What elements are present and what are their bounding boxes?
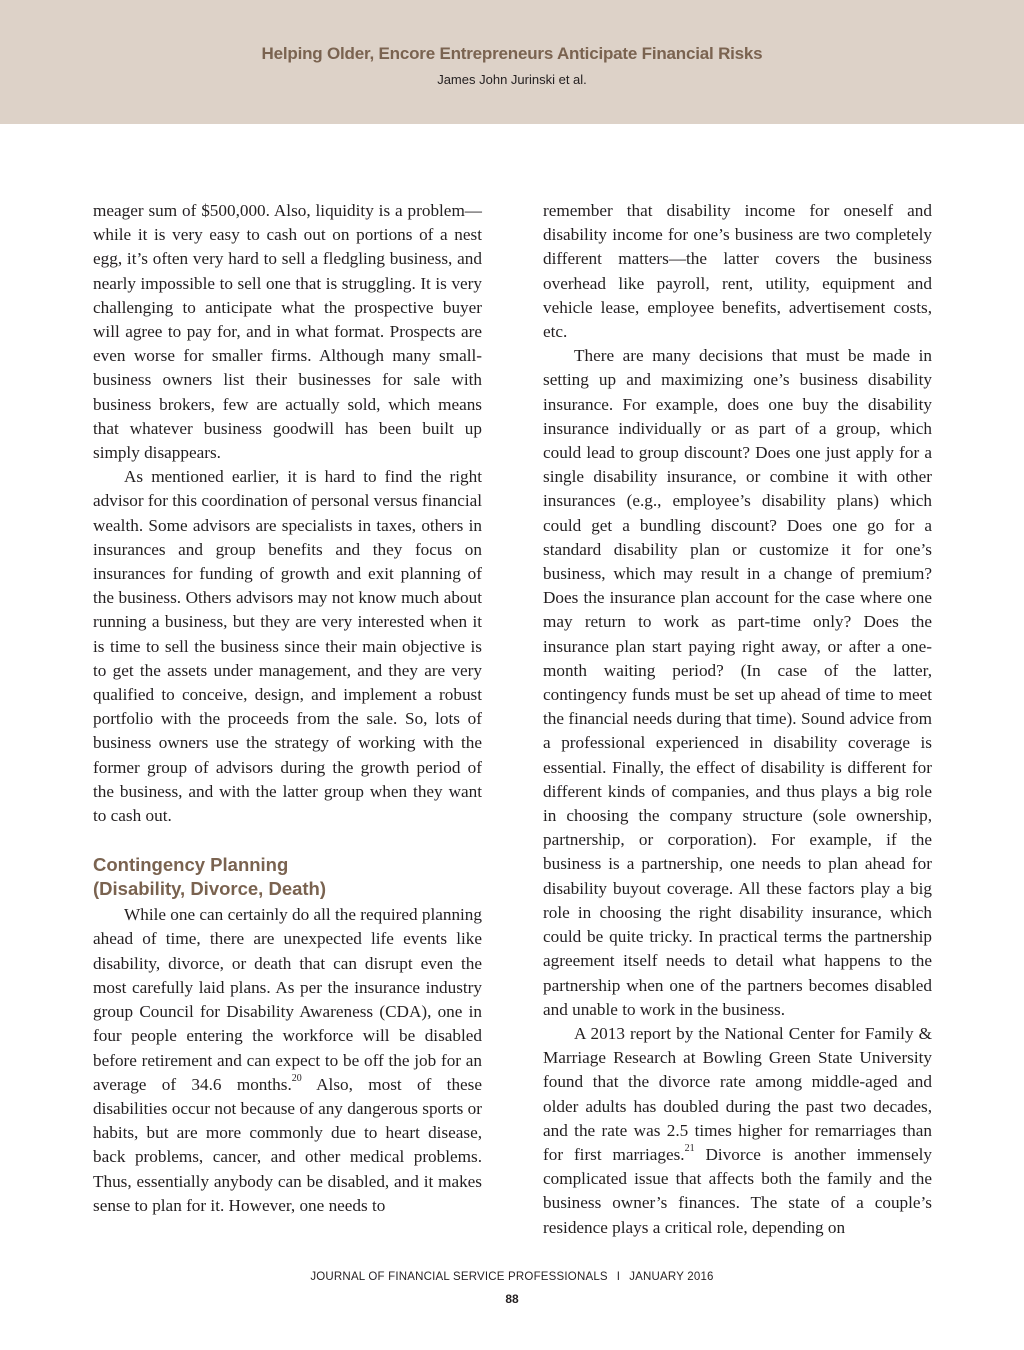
footer-journal-line [0, 1271, 1024, 1283]
running-header [0, 0, 1024, 124]
running-header-author: James John Jurinski et al. [437, 72, 587, 87]
text-run: A 2013 report by the National Center for Family & Marriage Research at Bowling Green State University found that the divorce rate among middle-aged and older adults has doubled during the past two decades, and the rate was 2.5 times higher for remarriages than for first marriages. [543, 1023, 932, 1164]
section-heading-line: (Disability, Divorce, Death) [93, 878, 327, 900]
text-run: While one can certainly do all the required planning ahead of time, there are unexpected life events like disability, divorce, or death that can disrupt even the most carefully laid plans. As per the insurance industry group Council for Disability Awareness (CDA), one in four people entering the workforce will be disabled before retirement and can expect to be off the job for an average of 34.6 months. [93, 905, 482, 1094]
paragraph: There are many decisions that must be made in setting up and maximizing one’s business disability insurance. For example, does one buy the disability insurance individually or as part of a group, which could lead to group discount? Does one just apply for a single disability insurance, or combine it with other insurances (e.g., employee’s disability plans) which could get a bundling discount? Does one go for a standard disability plan or customize it for one’s business, which may result in a change of premium? Does the insurance plan account for the case where one may return to work as part-time only? Does the insurance plan start paying right away, or after a one-month waiting period? (In case of the latter, contingency funds must be set up ahead of time to meet the financial needs during that time). Sound advice from a professional experienced in disability coverage is essential. Finally, the effect of disability is different for different kinds of companies, and thus plays a big role in choosing the company structure (sole ownership, partnership, or corporation). For example, if the business is a partnership, one needs to plan ahead for disability buyout coverage. All these factors play a big role in choosing the right disability insurance, which could be quite tricky. In practical terms the partnership agreement itself needs to detail what happens to the partnership when one of the partners becomes disabled and unable to work in the business. [543, 346, 932, 1019]
section-heading-line: Contingency Planning [93, 854, 289, 876]
section-heading [93, 853, 482, 901]
text-run: Divorce is another immensely complicated issue that affects both the family and the business owner’s finances. The state of a couple’s residence plays a critical role, depending on [543, 1144, 932, 1237]
footnote-marker: 21 [684, 1143, 695, 1155]
right-column [543, 199, 932, 1240]
paragraph: meager sum of $500,000. Also, liquidity is a problem—while it is very easy to cash out on portions of a nest egg, it’s often very hard to sell a fledgling business, and nearly impossible to sell one that is struggling. It is very challenging to anticipate what the prospective buyer will agree to pay for, and in what format. Prospects are even worse for smaller firms. Although many small-business owners list their businesses for sale with business brokers, few are actually sold, which means that whatever business goodwill has been built up simply disappears. [93, 201, 482, 463]
paragraph: As mentioned earlier, it is hard to find the right advisor for this coordination of personal versus financial wealth. Some advisors are specialists in taxes, others in insurances and group benefits and they focus on insurances for funding of growth and exit planning of the business. Others advisors may not know much about running a business, but they are very interested when it is time to sell the business since their main objective is to get the assets under management, and they are very qualified to conceive, design, and implement a robust portfolio with the proceeds from the sale. So, lots of business owners use the strategy of working with the former group of advisors during the growth period of the business, and with the latter group when they want to cash out. [93, 467, 483, 826]
footnote-marker: 20 [291, 1072, 302, 1084]
running-header-title: Helping Older, Encore Entrepreneurs Anticipate Financial Risks [261, 44, 763, 63]
paragraph: remember that disability income for oneself and disability income for one’s business are two completely different matters—the latter covers the business overhead like payroll, rent, utility, equipment and vehicle lease, employee benefits, advertisement costs, etc. [543, 201, 932, 342]
footer-separator: I [616, 1271, 621, 1283]
paragraph [543, 1022, 932, 1240]
left-column [93, 199, 482, 1218]
journal-name: JOURNAL OF FINANCIAL SERVICE PROFESSIONALS [310, 1271, 608, 1283]
page-number: 88 [505, 1292, 519, 1306]
issue-date: JANUARY 2016 [629, 1271, 714, 1283]
paragraph [93, 903, 482, 1218]
text-run: Also, most of these disabilities occur not because of any dangerous sports or habits, but are more commonly due to heart disease, back problems, cancer, and other medical problems. Thus, essentially anybody can be disabled, and it makes sense to plan for it. However, one needs to [93, 1074, 482, 1215]
